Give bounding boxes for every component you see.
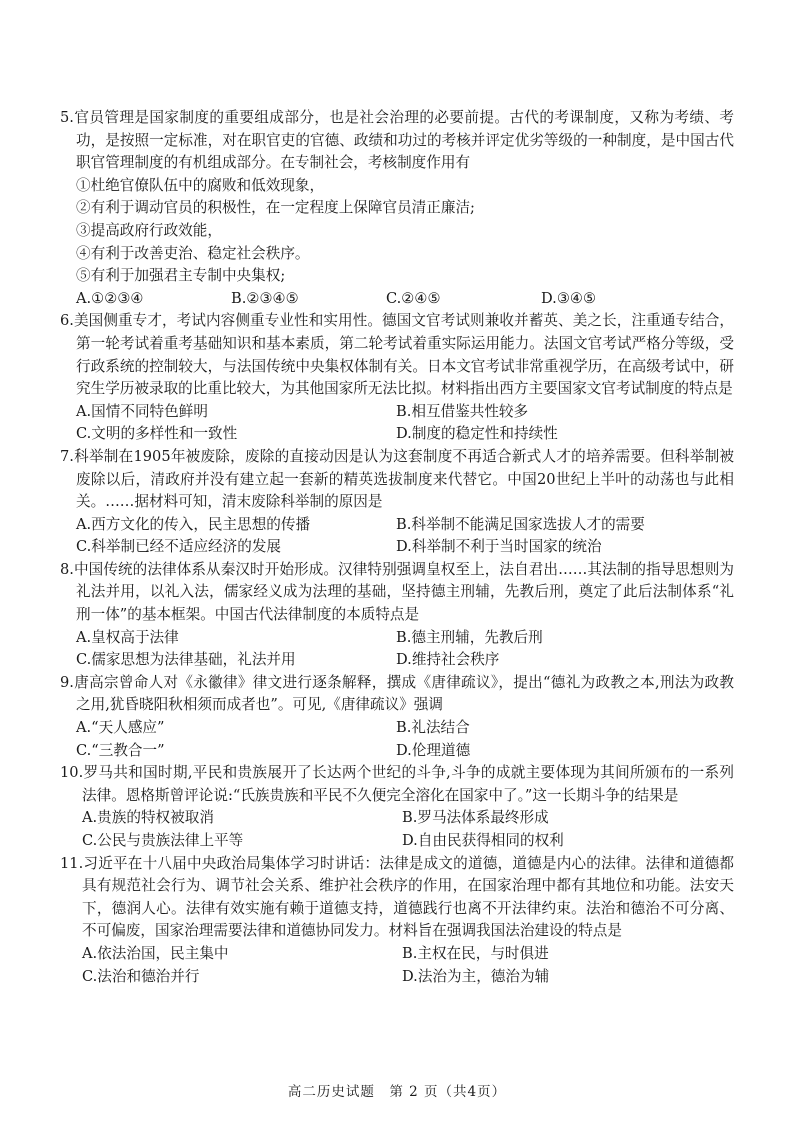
- question-stem: 8.中国传统的法律体系从秦汉时开始形成。汉律特别强调皇权至上，法自君出……其法制的指导思想则为礼法并用，以礼入法，儒家经义成为法理的基础，坚持德主刑辅，先教后刑，奠定了此后法制体系“礼刑一体”的基本框架。中国古代法律制度的本质特点是: [60, 560, 734, 624]
- option-a: A.皇权高于法律: [76, 628, 179, 646]
- option-d: D.科举制不利于当时国家的统治: [396, 538, 602, 556]
- question-7: [60, 446, 734, 559]
- options: [76, 288, 734, 311]
- question-5: [60, 107, 734, 310]
- page-footer: 高二历史试题 第 2 页（共4页）: [287, 1084, 507, 1100]
- question-stem: 9.唐高宗曾命人对《永徽律》律文进行逐条解释，撰成《唐律疏议》，提出“德礼为政教之本,刑法为政教之用,犹昏晓阳秋相须而成者也”。可见,《唐律疏议》强调: [60, 673, 734, 714]
- statement-5: ⑤有利于加强君主专制中央集权;: [76, 267, 286, 285]
- option-b: B.主权在民，与时俱进: [402, 944, 549, 962]
- option-c: C.文明的多样性和一致性: [76, 425, 238, 443]
- option-c: C.公民与贵族法律上平等: [82, 832, 244, 849]
- option-b: B.德主刑辅，先教后刑: [396, 628, 543, 646]
- option-a: A.“天人感应”: [76, 719, 165, 737]
- option-a: A.国情不同特色鲜明: [76, 402, 208, 420]
- option-d: D.制度的稳定性和持续性: [396, 425, 558, 443]
- option-a: A.西方文化的传入，民主思想的传播: [76, 515, 311, 533]
- question-6: [60, 310, 734, 446]
- option-d: D.维持社会秩序: [396, 651, 500, 669]
- option-b: B.相互借鉴共性较多: [396, 402, 529, 420]
- options: [76, 514, 734, 559]
- statement-1: ①杜绝官僚队伍中的腐败和低效现象，: [76, 176, 325, 194]
- options: [82, 943, 734, 988]
- question-stem: 7.科举制在1905年被废除，废除的直接动因是认为这套制度不再适合新式人才的培养需要。但科举制被废除以后，清政府并没有建立起一套新的精英选拔制度来代替它。中国20世纪上半叶的动荡也与此相关。……据材料可知，清末废除科举制的原因是: [60, 447, 734, 511]
- question-stem: 5.官员管理是国家制度的重要组成部分，也是社会治理的必要前提。古代的考课制度，又称为考绩、考功，是按照一定标准，对在职官吏的官德、政绩和功过的考核并评定优劣等级的一种制度，是中国古代职官管理制度的有机组成部分。在专制社会，考核制度作用有: [60, 109, 734, 172]
- option-c: C.科举制已经不适应经济的发展: [76, 538, 282, 556]
- option-b: B.②③④⑤: [231, 289, 299, 307]
- option-b: B.罗马法体系最终形成: [402, 809, 549, 827]
- statement-4: ④有利于改善吏治、稳定社会秩序。: [76, 244, 310, 262]
- option-c: C.“三教合一”: [76, 741, 165, 759]
- option-d: D.③④⑤: [541, 289, 597, 307]
- question-11: [60, 853, 734, 989]
- option-b: B.科举制不能满足国家选拔人才的需要: [396, 515, 645, 533]
- options: [76, 627, 734, 672]
- option-d: D.自由民获得相同的权利: [402, 832, 564, 849]
- option-a: A.贵族的特权被取消: [82, 809, 214, 827]
- question-8: [60, 559, 734, 672]
- statement-3: ③提高政府行政效能，: [76, 221, 222, 239]
- question-10: [60, 762, 734, 852]
- option-c: C.②④⑤: [386, 289, 441, 307]
- question-stem: 6.美国侧重专才，考试内容侧重专业性和实用性。德国文官考试则兼收并蓄英、美之长，注重通专结合，第一轮考试着重考基础知识和基本素质，第二轮考试着重实际运用能力。法国文官考试严格分等级，受行政系统的控制较大，与法国传统中央集权体制有关。日本文官考试非常重视学历，在高级考试中，研究生学历被录取的比重比较大，为其他国家所无法比拟。材料指出西方主要国家文官考试制度的特点是: [60, 312, 734, 398]
- option-a: A.①②③④: [76, 289, 144, 307]
- question-stem: 11.习近平在十八届中央政治局集体学习时讲话：法律是成文的道德，道德是内心的法律。法律和道德都具有规范社会行为、调节社会关系、维护社会秩序的作用，在国家治理中都有其地位和功能。法安天下，德润人心。法律有效实施有赖于道德支持，道德践行也离不开法律约束。法治和德治不可分离、不可偏废，国家治理需要法律和道德协同发力。材料旨在强调我国法治建设的特点是: [60, 854, 734, 940]
- options: [76, 717, 734, 762]
- option-d: D.法治为主，德治为辅: [402, 967, 550, 985]
- option-b: B.礼法结合: [396, 719, 470, 737]
- option-d: D.伦理道德: [396, 741, 471, 759]
- options: [82, 807, 734, 852]
- statement-2: ②有利于调动官员的积极性，在一定程度上保障官员清正廉洁;: [76, 199, 475, 217]
- option-c: C.法治和德治并行: [82, 967, 200, 985]
- option-c: C.儒家思想为法律基础，礼法并用: [76, 651, 296, 669]
- option-a: A.依法治国，民主集中: [82, 944, 229, 962]
- question-9: [60, 672, 734, 762]
- question-stem: 10.罗马共和国时期,平民和贵族展开了长达两个世纪的斗争,斗争的成就主要体现为其间所颁布的一系列法律。恩格斯曾评论说:“氏族贵族和平民不久便完全溶化在国家中了。”这一长期斗争的结果是: [60, 764, 734, 804]
- options: [76, 401, 734, 446]
